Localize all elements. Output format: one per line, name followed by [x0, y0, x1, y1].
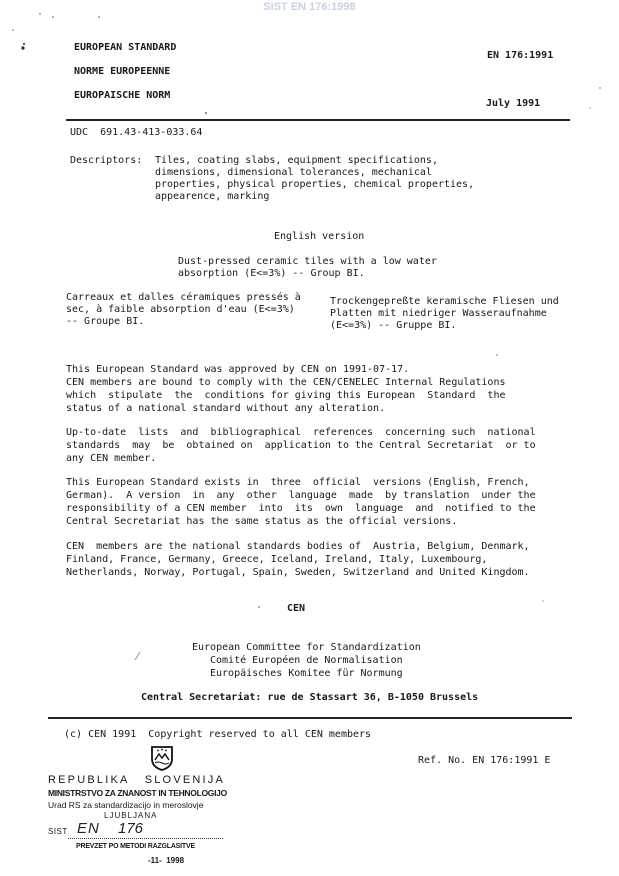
title-de-line: Trockengepreßte keramische Fliesen und	[330, 296, 559, 307]
title-en-line: absorption (E<=3%) -- Group BI.	[178, 268, 365, 279]
header-line-en: EUROPEAN STANDARD	[74, 42, 177, 53]
stamp-date: -11- 1998	[148, 856, 185, 865]
paragraph-line: Netherlands, Norway, Portugal, Spain, Sweden, Switzerland and United Kingdom.	[66, 567, 530, 578]
version-label: English version	[274, 231, 365, 242]
cen-abbr: CEN	[287, 603, 306, 614]
paragraph-line: Finland, France, Germany, Greece, Iceland, Ireland, Italy, Luxembourg,	[66, 554, 488, 565]
header-divider	[66, 119, 570, 121]
copyright-notice: (c) CEN 1991 Copyright reserved to all CEN members	[64, 729, 372, 740]
header-line-de: EUROPAISCHE NORM	[74, 90, 171, 101]
paragraph-line: status of a national standard without any alteration.	[66, 403, 386, 414]
udc-code: UDC 691.43-413-033.64	[70, 127, 203, 138]
publication-date: July 1991	[486, 98, 541, 109]
paragraph-line: standards may be obtained on application to the Central Secretariat or to	[66, 440, 536, 451]
watermark: SIST EN 176:1998	[263, 1, 356, 13]
stamp-handwritten-number: 176	[118, 820, 144, 837]
paragraph-line: responsibility of a CEN member into its own language and notified to the	[66, 503, 536, 514]
cen-name-en: European Committee for Standardization	[192, 642, 421, 653]
reference-number: Ref. No. EN 176:1991 E	[418, 755, 551, 766]
standard-number: EN 176:1991	[487, 50, 554, 61]
stamp-sist-label: SIST	[48, 827, 68, 836]
paragraph-line: Up-to-date lists and bibliographical references concerning such national	[66, 427, 536, 438]
stamp-republic: REPUBLIKA SLOVENIJA	[48, 774, 226, 786]
stamp-ministry: MINISTRSTVO ZA ZNANOST IN TEHNOLOGIJO	[48, 788, 227, 798]
stamp-city: LJUBLJANA	[104, 811, 158, 820]
stamp-handwritten-en: EN	[77, 820, 100, 837]
descriptors-line: Tiles, coating slabs, equipment specifications,	[155, 155, 438, 166]
footer-divider	[48, 717, 572, 719]
descriptors-line: appearence, marking	[155, 191, 270, 202]
slovenia-coat-of-arms-icon	[149, 745, 175, 771]
title-fr-line: Carreaux et dalles céramiques pressés à	[66, 292, 301, 303]
descriptors-line: dimensions, dimensional tolerances, mechanical	[155, 167, 432, 178]
title-en-line: Dust-pressed ceramic tiles with a low water	[178, 256, 437, 267]
cen-name-fr: Comité Européen de Normalisation	[210, 655, 403, 666]
descriptors-line: properties, physical properties, chemical properties,	[155, 179, 475, 190]
paragraph-line: German). A version in any other language made by translation under the	[66, 490, 536, 501]
cen-name-de: Europäisches Komitee für Normung	[210, 668, 403, 679]
stamp-method: PREVZET PO METODI RAZGLASITVE	[76, 843, 195, 850]
stamp-office: Urad RS za standardizacijo in meroslovje	[48, 800, 204, 810]
paragraph-line: CEN members are the national standards bodies of Austria, Belgium, Denmark,	[66, 541, 530, 552]
paragraph-line: any CEN member.	[66, 453, 157, 464]
stamp-dotted-line	[68, 838, 223, 839]
title-de-line: Platten mit niedriger Wasseraufnahme	[330, 308, 547, 319]
paragraph-line: This European Standard exists in three official versions (English, French,	[66, 477, 530, 488]
descriptors-label: Descriptors:	[70, 155, 143, 166]
paragraph-line: This European Standard was approved by CEN on 1991-07-17.	[66, 364, 410, 375]
title-de-line: (E<=3%) -- Gruppe BI.	[330, 320, 457, 331]
paragraph-line: which stipulate the conditions for giving this European Standard the	[66, 390, 506, 401]
header-line-fr: NORME EUROPEENNE	[74, 66, 171, 77]
paragraph-line: CEN members are bound to comply with the CEN/CENELEC Internal Regulations	[66, 377, 506, 388]
title-fr-line: -- Groupe BI.	[66, 316, 145, 327]
title-fr-line: sec, à faible absorption d'eau (E<=3%)	[66, 304, 295, 315]
paragraph-line: Central Secretariat has the same status as the official versions.	[66, 516, 458, 527]
cen-secretariat: Central Secretariat: rue de Stassart 36, B-1050 Brussels	[141, 692, 479, 703]
